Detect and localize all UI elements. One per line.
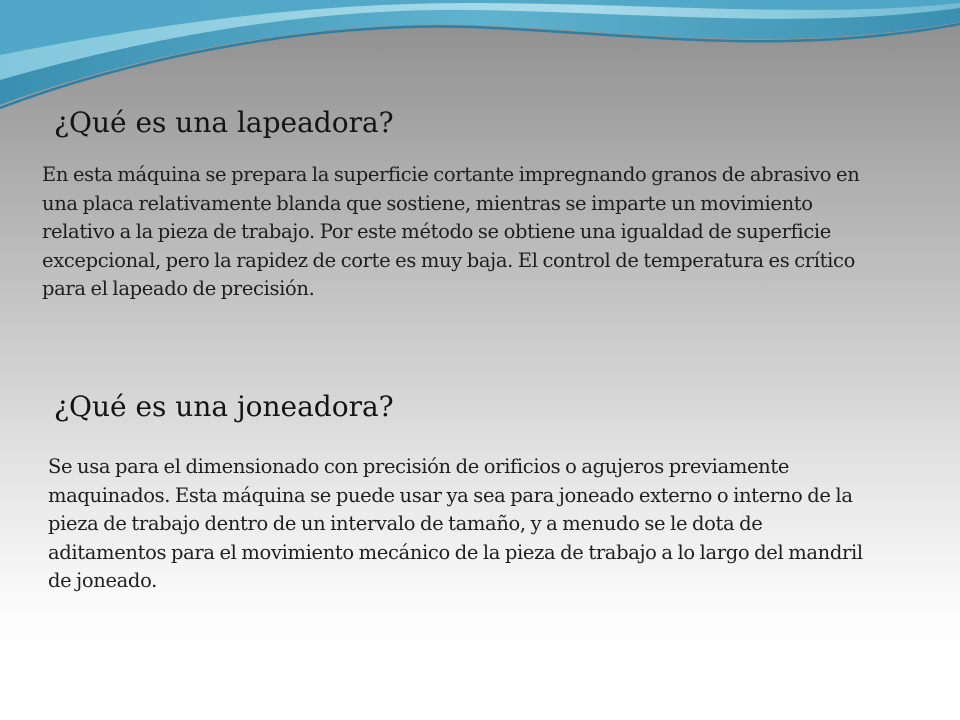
- wave-header-decoration: [0, 0, 960, 120]
- section-heading-lapeadora: ¿Qué es una lapeadora?: [54, 106, 394, 139]
- section-body-lapeadora: En esta máquina se prepara la superficie cortante impregnando granos de abrasivo en una placa relativamente blanda que sostiene, mientras se imparte un movimiento relativo a la pieza de trabajo. Por este método se obtiene una igualdad de superficie excepcional, pero la rapidez de corte es muy baja. El control de temperatura es crítico para el lapeado de precisión.: [42, 163, 860, 300]
- section-heading-joneadora: ¿Qué es una joneadora?: [54, 390, 394, 423]
- section-body-joneadora: Se usa para el dimensionado con precisión de orificios o agujeros previamente maquinados. Esta máquina se puede usar ya sea para joneado externo o interno de la pieza de trabajo dentro de un intervalo de tamaño, y a menudo se le dota de aditamentos para el movimiento mecánico de la pieza de trabajo a lo largo del mandril de joneado.: [48, 455, 863, 592]
